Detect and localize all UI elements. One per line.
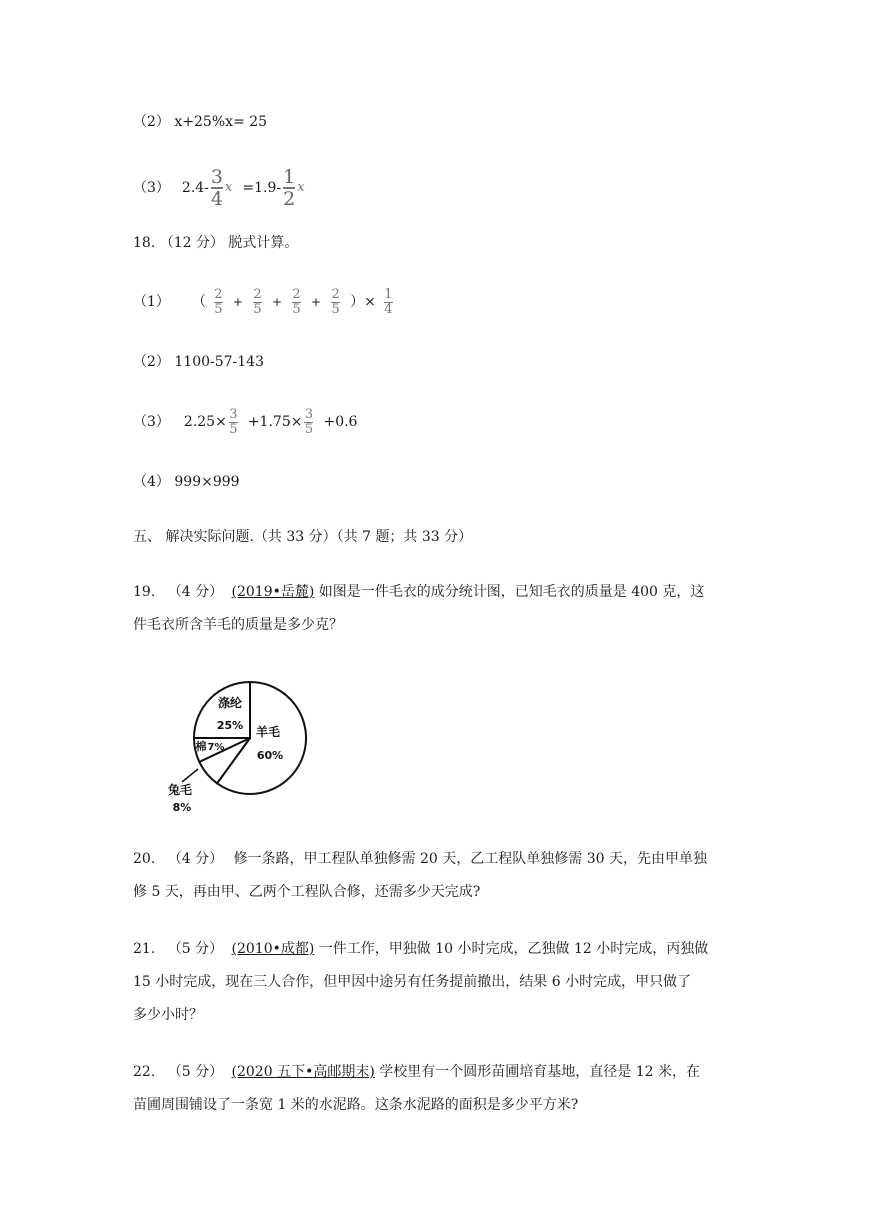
q18-plus: + <box>232 295 243 309</box>
q21-text-line1: 一件工作，甲独做 10 小时完成，乙独做 12 小时完成，丙独做 <box>318 941 709 957</box>
q17-part3-a: 2.4- <box>181 180 209 196</box>
pie-label-percent: 7% <box>207 742 225 753</box>
q17-fraction-one-half: $\frac{1}{2}$ <box>283 166 296 210</box>
pie-chart <box>160 670 330 820</box>
q21-text-line2: 15 小时完成，现在三人合作，但甲因中途另有任务提前撤出，结果 6 小时完成，甲只做了 <box>133 974 692 990</box>
q22-text-line1: 学校里有一个圆形苗圃培育基地，直径是 12 米，在 <box>379 1064 700 1080</box>
q18-part3-num: （3） <box>133 414 170 430</box>
q20-text-line2: 修 5 天，再由甲、乙两个工程队合修，还需多少天完成? <box>133 884 481 900</box>
q19-text-line2: 件毛衣所含羊毛的质量是多少克？ <box>133 617 343 633</box>
q18-close-times: ）× <box>350 294 376 310</box>
q17-part2-num: （2） <box>133 114 170 130</box>
pie-label-category: 涤纶 <box>217 696 243 710</box>
q17-var2: x <box>297 180 305 195</box>
q18-part3-b: +1.75× <box>247 414 303 430</box>
q19-num: 19. <box>133 584 156 600</box>
q17-part3-b: =1.9- <box>242 180 282 196</box>
pie-label-percent: 60% <box>256 749 284 762</box>
q18-fraction-three-fifths: $\frac{3}{5}$ <box>229 406 238 437</box>
q22-source: (2020 五下•高邮期末) <box>231 1064 375 1080</box>
q18-part4-expr: 999×999 <box>174 474 240 490</box>
q20-text-line1: 修一条路，甲工程队单独修需 20 天，乙工程队单独修需 30 天，先由甲单独 <box>233 851 707 867</box>
q18-fraction: $\frac{2}{5}$ <box>331 286 340 317</box>
q22-num: 22. <box>133 1064 156 1080</box>
q18-fraction-one-quarter: $\frac{1}{4}$ <box>384 286 393 317</box>
q22-text <box>133 1056 738 1122</box>
q18-part2 <box>133 352 264 372</box>
pie-leader-line <box>182 769 198 782</box>
q18-fraction-three-fifths: $\frac{3}{5}$ <box>304 406 314 437</box>
q19-score: （4 分） <box>167 584 224 600</box>
q17-part3 <box>133 168 305 208</box>
q21-num: 21. <box>133 941 156 957</box>
q19-text <box>133 576 738 642</box>
q17-fraction-three-quarters: $\frac{3}{4}$ <box>210 166 224 210</box>
q18-open-paren: （ <box>191 294 206 310</box>
q20-num: 20. <box>133 851 156 867</box>
q18-fraction: $\frac{2}{5}$ <box>214 286 223 317</box>
q17-part3-num: （3） <box>133 180 170 196</box>
q18-part3-c: +0.6 <box>323 414 358 430</box>
q18-part2-num: （2） <box>133 354 170 370</box>
q18-part3 <box>133 404 357 440</box>
pie-label-percent: 25% <box>216 719 244 732</box>
q17-var1: x <box>225 180 233 195</box>
pie-label-category: 羊毛 <box>255 725 281 739</box>
q17-part2 <box>133 112 267 132</box>
q18-part1 <box>133 284 395 320</box>
q20-text <box>133 843 738 909</box>
q22-score: （5 分） <box>167 1064 224 1080</box>
pie-label-category: 棉 <box>195 740 207 753</box>
q18-plus: + <box>311 295 322 309</box>
q18-part4-num: （4） <box>133 474 170 490</box>
q18-plus: + <box>271 295 283 309</box>
q18-part3-a: 2.25× <box>183 414 227 430</box>
q19-source: (2019•岳麓) <box>231 584 315 600</box>
q18-part1-num: （1） <box>133 294 170 310</box>
q19-text-line1: 如图是一件毛衣的成分统计图，已知毛衣的质量是 400 克，这 <box>318 584 705 600</box>
section-5-heading: 五、 解决实际问题.（共 33 分）（共 7 题；共 33 分） <box>133 529 473 545</box>
q18-fraction: $\frac{2}{5}$ <box>253 286 262 317</box>
q21-source: (2010•成都) <box>231 941 315 957</box>
q18-fraction: $\frac{2}{5}$ <box>292 286 301 317</box>
pie-label-percent: 8% <box>172 801 192 814</box>
q21-text <box>133 933 738 1032</box>
q18-part2-expr: 1100-57-143 <box>174 354 265 370</box>
q22-text-line2: 苗圃周围铺设了一条宽 1 米的水泥路。这条水泥路的面积是多少平方米? <box>133 1097 579 1113</box>
q21-text-line3: 多少小时？ <box>133 1007 203 1023</box>
q21-score: （5 分） <box>167 941 224 957</box>
q20-score: （4 分） <box>167 851 224 867</box>
q17-part2-expr: x+25%x= 25 <box>174 114 268 130</box>
q18-heading: 18. （12 分） 脱式计算。 <box>133 235 299 251</box>
pie-label-category: 兔毛 <box>167 783 193 797</box>
q18-part4 <box>133 472 240 492</box>
